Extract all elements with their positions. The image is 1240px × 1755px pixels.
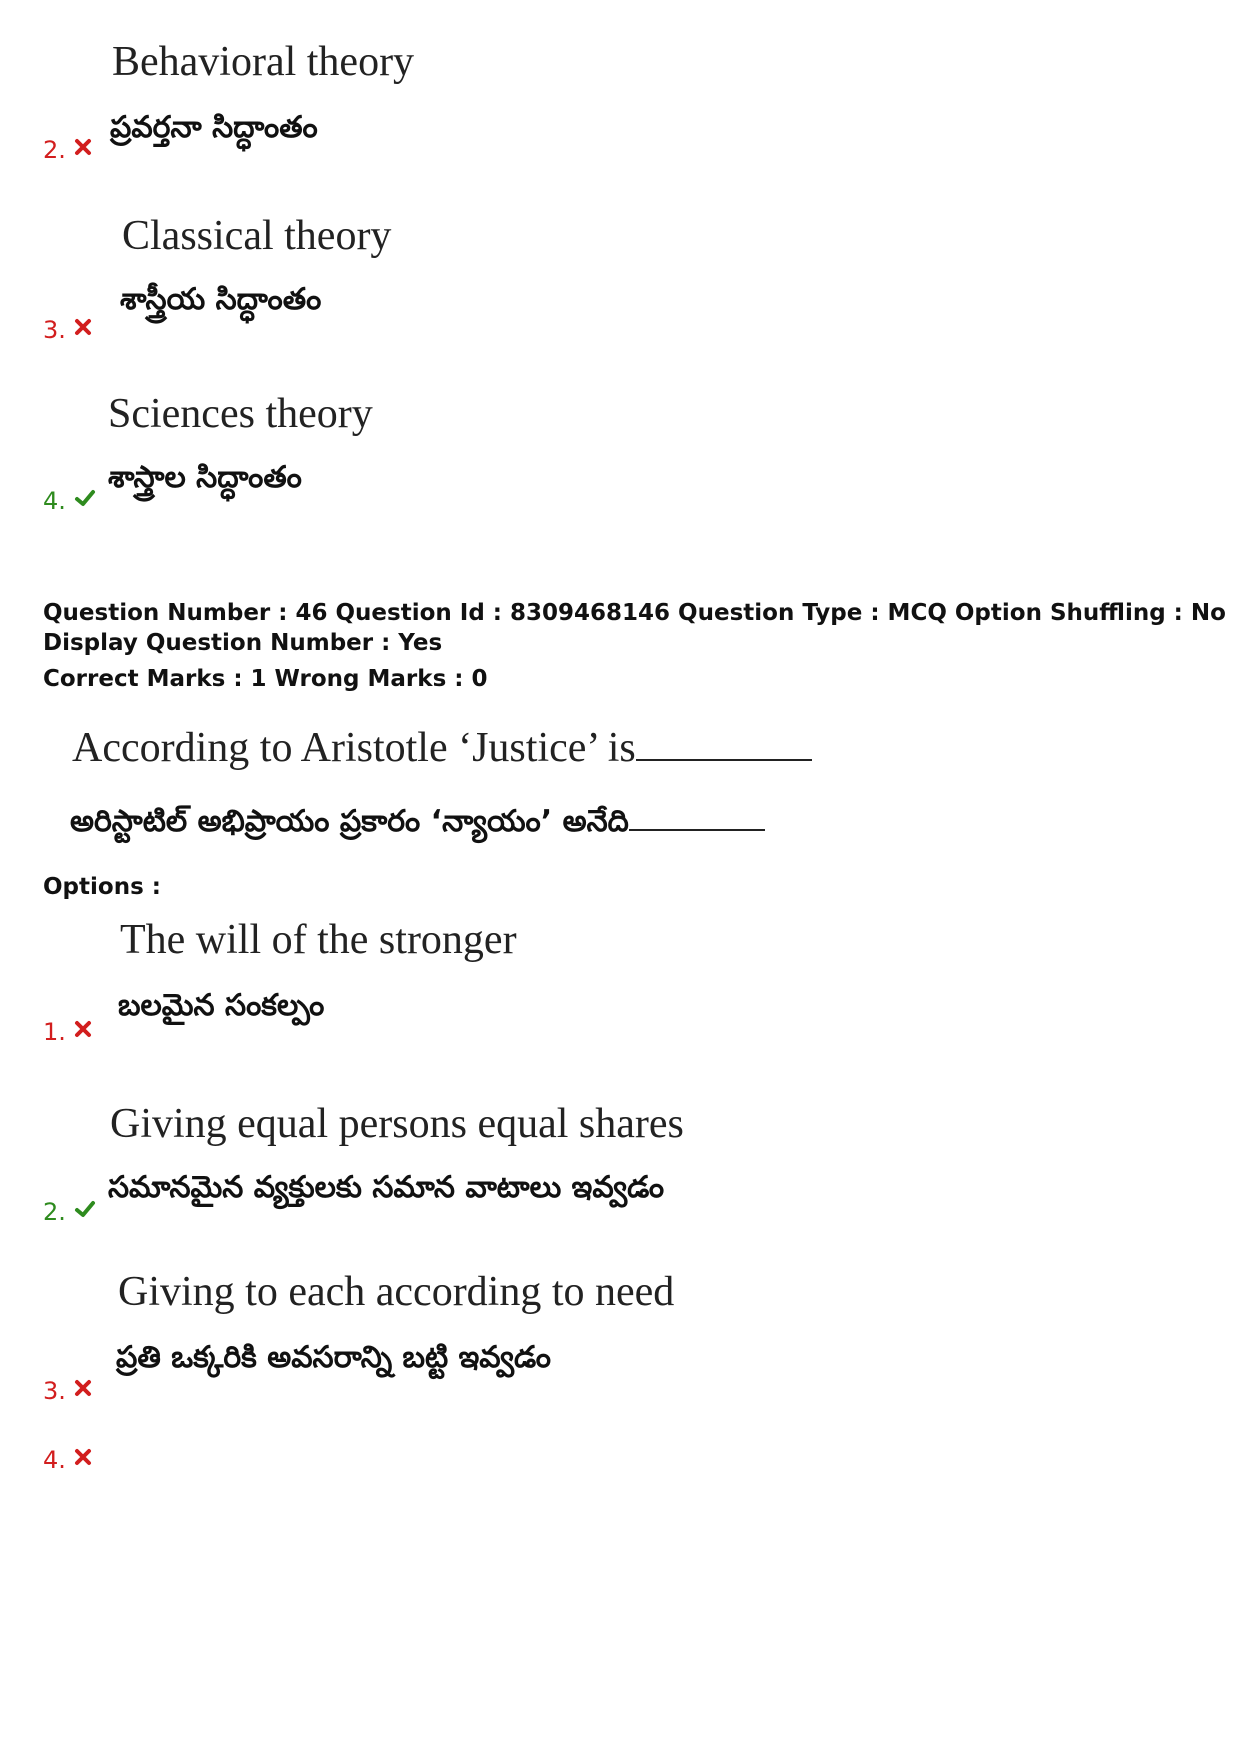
option-number: 3. xyxy=(43,1377,66,1405)
cross-icon xyxy=(74,1448,92,1466)
option-2-telugu: సమానమైన వ్యక్తులకు సమాన వాటాలు ఇవ్వడం xyxy=(108,1170,665,1205)
option-1-english: The will of the stronger xyxy=(120,917,517,963)
option-2-english: Giving equal persons equal shares xyxy=(110,1101,684,1147)
option-number: 4. xyxy=(43,1446,66,1474)
option-number: 3. xyxy=(43,316,66,344)
prev-option-4-marker xyxy=(43,487,96,515)
cross-icon xyxy=(74,138,92,156)
prev-option-3-marker xyxy=(43,316,92,344)
question-meta-line2: Display Question Number : Yes xyxy=(43,630,443,656)
answer-blank xyxy=(629,829,765,831)
prev-option-4-english: Sciences theory xyxy=(108,391,373,437)
option-1-telugu: బలమైన సంకల్పం xyxy=(118,988,325,1023)
prev-option-3-telugu: శాస్త్రీయ సిద్ధాంతం xyxy=(120,282,322,317)
option-number: 1. xyxy=(43,1018,66,1046)
answer-blank xyxy=(636,759,812,761)
option-number: 2. xyxy=(43,1198,66,1226)
option-number: 4. xyxy=(43,487,66,515)
prev-option-2-english: Behavioral theory xyxy=(112,39,415,85)
check-icon xyxy=(74,489,96,507)
question-text-english: According to Aristotle ‘Justice’ is xyxy=(72,725,636,771)
question-text-english-row xyxy=(72,724,812,772)
question-marks: Correct Marks : 1 Wrong Marks : 0 xyxy=(43,666,488,692)
cross-icon xyxy=(74,1379,92,1397)
prev-option-2-telugu: ప్రవర్తనా సిద్ధాంతం xyxy=(110,110,318,145)
prev-option-3-english: Classical theory xyxy=(122,213,392,259)
check-icon xyxy=(74,1200,96,1218)
question-text-telugu: అరిస్టాటిల్ అభిప్రాయం ప్రకారం ‘న్యాయం’ అనేది xyxy=(70,804,629,839)
options-label: Options : xyxy=(43,874,161,900)
option-3-marker xyxy=(43,1377,92,1405)
question-meta-line1: Question Number : 46 Question Id : 8309468146 Question Type : MCQ Option Shuffling : No xyxy=(43,600,1226,626)
option-3-telugu: ప్రతి ఒక్కరికి అవసరాన్ని బట్టి ఇవ్వడం xyxy=(116,1340,551,1375)
option-2-marker xyxy=(43,1198,96,1226)
option-3-english: Giving to each according to need xyxy=(118,1269,675,1315)
option-number: 2. xyxy=(43,136,66,164)
question-text-telugu-row xyxy=(70,804,765,846)
cross-icon xyxy=(74,1020,92,1038)
prev-option-4-telugu: శాస్త్రాల సిద్ధాంతం xyxy=(108,460,302,495)
cross-icon xyxy=(74,318,92,336)
prev-option-2-marker xyxy=(43,136,92,164)
option-1-marker xyxy=(43,1018,92,1046)
option-4-marker xyxy=(43,1446,92,1474)
